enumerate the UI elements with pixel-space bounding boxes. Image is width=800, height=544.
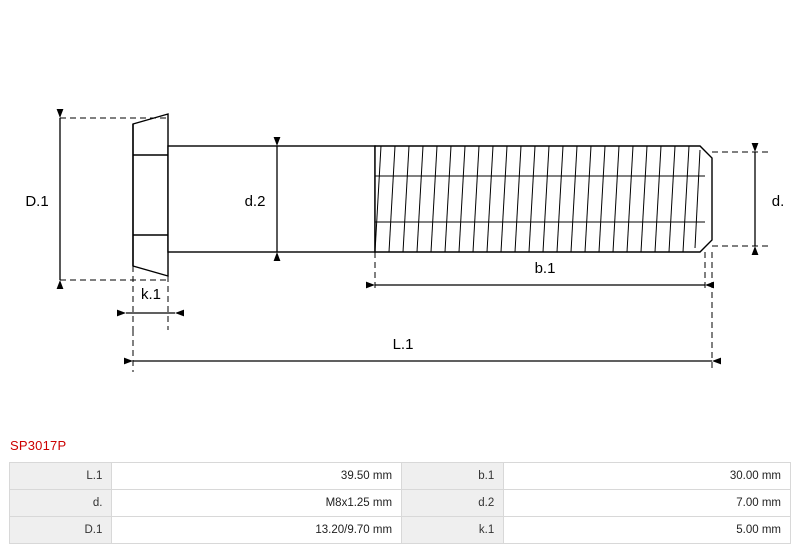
dim-label-d: d. [771,193,785,210]
hex-head [133,114,168,276]
table-row [10,517,791,544]
bolt-geometry [133,114,712,276]
spec-value-d2: 7.00 mm [504,490,791,517]
spec-value-d: M8x1.25 mm [112,490,402,517]
part-code: SP3017P [10,438,67,453]
dim-label-k1: k.1 [140,286,162,303]
spec-value-L1: 39.50 mm [112,463,402,490]
spec-label-d: d. [10,490,112,517]
table-row [10,490,791,517]
bolt-shank [168,146,375,252]
dim-label-d2: d.2 [244,193,266,210]
table-row [10,463,791,490]
dim-label-D1: D.1 [25,193,49,210]
spec-label-k1: k.1 [402,517,504,544]
dim-label-b1: b.1 [534,260,556,277]
spec-value-b1: 30.00 mm [504,463,791,490]
spec-label-L1: L.1 [10,463,112,490]
spec-label-d2: d.2 [402,490,504,517]
spec-value-D1: 13.20/9.70 mm [112,517,402,544]
dim-label-L1: L.1 [392,336,414,353]
spec-value-k1: 5.00 mm [504,517,791,544]
spec-label-D1: D.1 [10,517,112,544]
spec-label-b1: b.1 [402,463,504,490]
specification-table [9,462,791,544]
